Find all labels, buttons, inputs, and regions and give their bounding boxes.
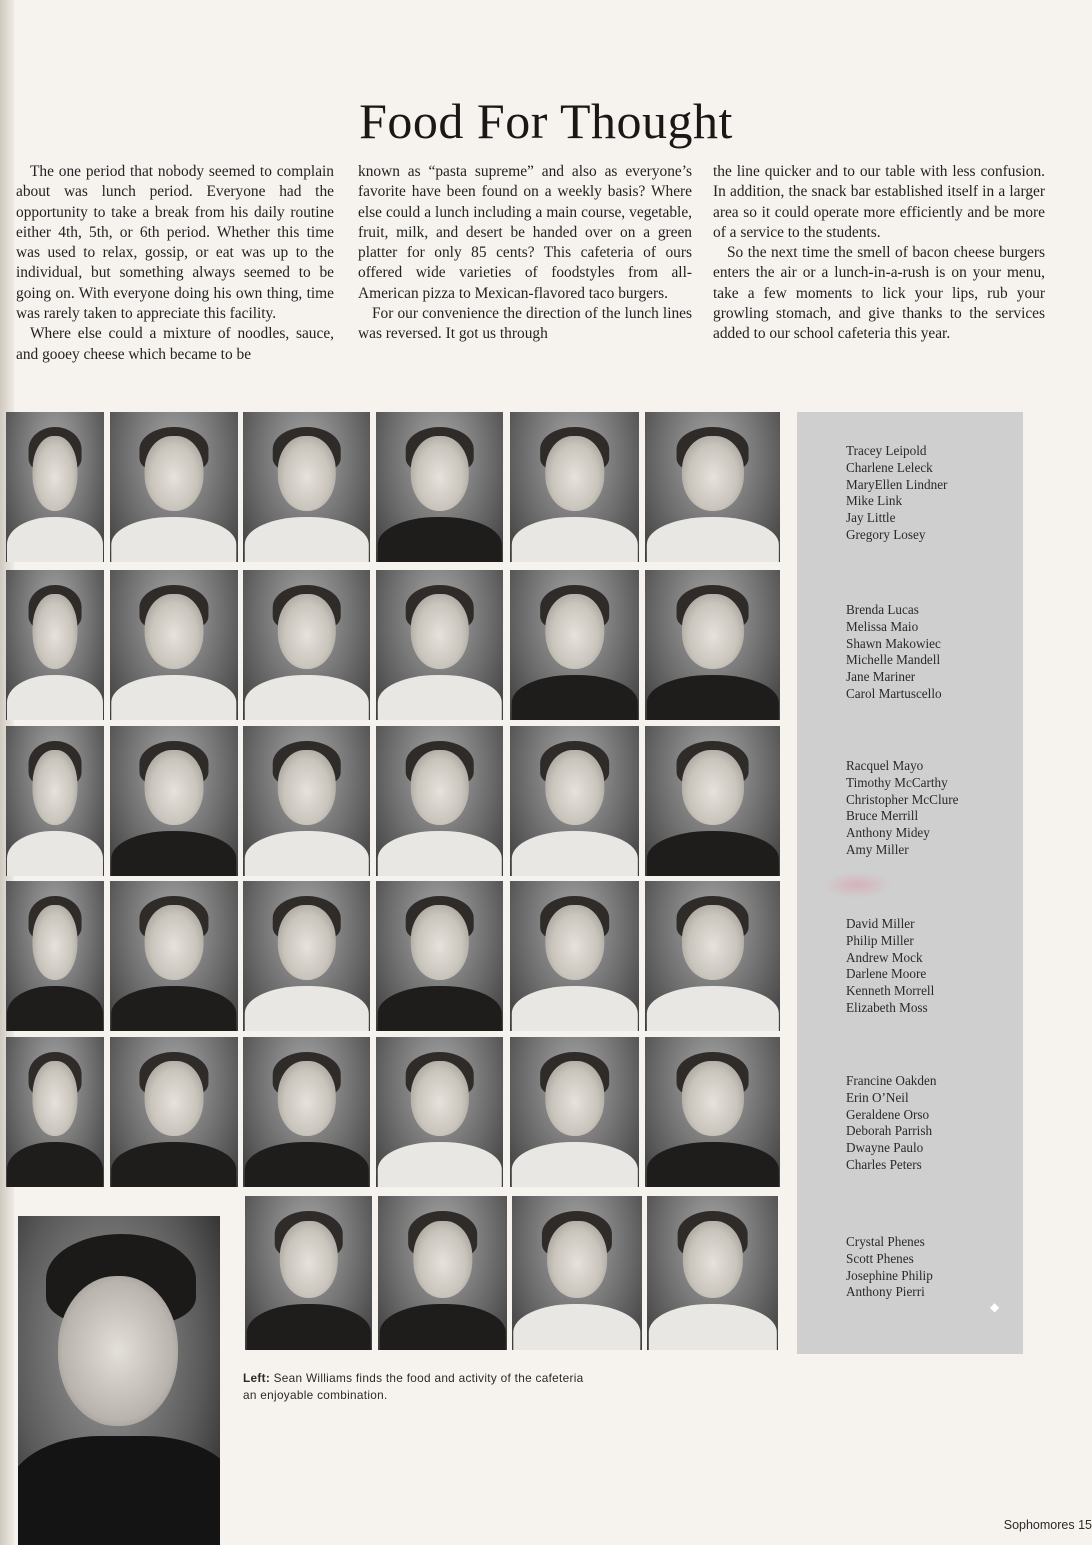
page-footer: Sophomores 15 [1003, 1518, 1092, 1532]
student-portrait [243, 881, 370, 1031]
student-name: Timothy McCarthy [846, 774, 948, 790]
student-name: David Miller [846, 916, 915, 931]
student-portrait [510, 881, 639, 1031]
article-column-2 [358, 162, 692, 345]
student-portrait [378, 1196, 507, 1350]
student-portrait [510, 1037, 639, 1187]
student-name: Shawn Makowiec [846, 635, 941, 651]
student-portrait [110, 881, 238, 1031]
name-group [846, 916, 934, 1017]
student-name: Amy Miller [846, 841, 909, 857]
student-portrait [376, 570, 503, 720]
student-name: Darlene Moore [846, 966, 927, 982]
student-portrait [6, 412, 104, 562]
article-column-3 [713, 162, 1045, 345]
student-name: Deborah Parrish [846, 1123, 933, 1139]
student-name: Crystal Phenes [846, 1234, 925, 1249]
student-name: Jay Little [846, 510, 896, 526]
student-portrait [110, 570, 238, 720]
student-name: Melissa Maio [846, 618, 919, 634]
student-name: Christopher McClure [846, 791, 959, 807]
student-portrait [645, 412, 780, 562]
caption-text: Sean Williams finds the food and activity of the cafeteria an enjoyable combination. [243, 1371, 584, 1402]
name-group [846, 1073, 936, 1174]
paragraph: Where else could a mixture of noodles, sauce, and gooey cheese which became to be [16, 325, 334, 363]
student-portrait [510, 570, 639, 720]
student-name: Charles Peters [846, 1156, 922, 1172]
page-title: Food For Thought [359, 93, 733, 149]
student-portrait [376, 1037, 503, 1187]
student-portrait [110, 726, 238, 876]
student-name: Philip Miller [846, 932, 914, 948]
student-portrait [6, 726, 104, 876]
student-portrait [6, 570, 104, 720]
ink-stain [822, 872, 892, 898]
student-portrait [645, 570, 780, 720]
name-group [846, 602, 942, 703]
student-name: Anthony Pierri [846, 1284, 925, 1300]
student-portrait [376, 881, 503, 1031]
student-name: Geraldene Orso [846, 1106, 930, 1122]
student-portrait [243, 570, 370, 720]
student-portrait [110, 1037, 238, 1187]
student-name: Mike Link [846, 493, 903, 509]
student-name: Josephine Philip [846, 1267, 933, 1283]
student-portrait [510, 412, 639, 562]
student-portrait [6, 1037, 104, 1187]
student-portrait [243, 412, 370, 562]
student-name: Charlene Leleck [846, 459, 933, 475]
student-name: Andrew Mock [846, 949, 923, 965]
caption-lead: Left: [243, 1371, 271, 1385]
paragraph: So the next time the smell of bacon cheese burgers enters the air or a lunch-in-a-rush is on your menu, take a few moments to lick your lips, rub your growling stomach, and give thanks to the services added to our school cafeteria this year. [713, 244, 1045, 343]
student-name: Anthony Midey [846, 825, 930, 841]
student-portrait [110, 412, 238, 562]
student-portrait [243, 726, 370, 876]
student-name: Gregory Losey [846, 526, 926, 542]
student-name: MaryEllen Lindner [846, 476, 948, 492]
student-name: Scott Phenes [846, 1250, 914, 1266]
student-portrait [645, 726, 780, 876]
diamond-icon: ◆ [990, 1300, 1000, 1314]
student-name: Dwayne Paulo [846, 1140, 924, 1156]
student-portrait [376, 412, 503, 562]
student-name: Tracey Leipold [846, 443, 927, 458]
name-group [846, 758, 958, 859]
student-portrait [243, 1037, 370, 1187]
student-name: Michelle Mandell [846, 652, 941, 668]
photo-caption [243, 1370, 588, 1404]
student-name: Bruce Merrill [846, 808, 919, 824]
name-group [846, 443, 947, 544]
paragraph: known as “pasta supreme” and also as everyone’s favorite have been found on a weekly basis? Where else could a lunch including a main course, vegetable, fruit, milk, and desert be handed over on a green platter for only 85 cents? This cafeteria of ours offered wide varieties of foodstyles from all-American pizza to Mexican-flavored taco burgers. [358, 163, 692, 302]
student-name: Erin O’Neil [846, 1089, 909, 1105]
student-portrait [510, 726, 639, 876]
article-column-1 [16, 162, 334, 365]
student-portrait [645, 881, 780, 1031]
paragraph: For our convenience the direction of the lunch lines was reversed. It got us through [358, 305, 692, 343]
student-portrait [376, 726, 503, 876]
student-name: Brenda Lucas [846, 602, 919, 617]
student-portrait [645, 1037, 780, 1187]
student-portrait [6, 881, 104, 1031]
name-group [846, 1234, 933, 1301]
student-name: Racquel Mayo [846, 758, 924, 773]
student-name: Francine Oakden [846, 1073, 937, 1088]
student-name: Kenneth Morrell [846, 983, 935, 999]
candid-photo [18, 1216, 220, 1545]
student-name: Carol Martuscello [846, 685, 942, 701]
student-portrait [647, 1196, 778, 1350]
student-name: Elizabeth Moss [846, 999, 928, 1015]
paragraph: The one period that nobody seemed to complain about was lunch period. Everyone had the opportunity to take a break from his daily routine either 4th, 5th, or 6th period. Whether this time was used to relax, gossip, or eat was up to the individual, but something always seemed to be going on. With everyone doing his own thing, time was rarely taken to appreciate this facility. [16, 163, 334, 323]
paragraph: the line quicker and to our table with less confusion. In addition, the snack bar established itself in a larger area so it could operate more efficiently and be more of a service to the students. [713, 163, 1045, 241]
student-name: Jane Mariner [846, 669, 916, 685]
student-portrait [512, 1196, 642, 1350]
student-portrait [245, 1196, 372, 1350]
